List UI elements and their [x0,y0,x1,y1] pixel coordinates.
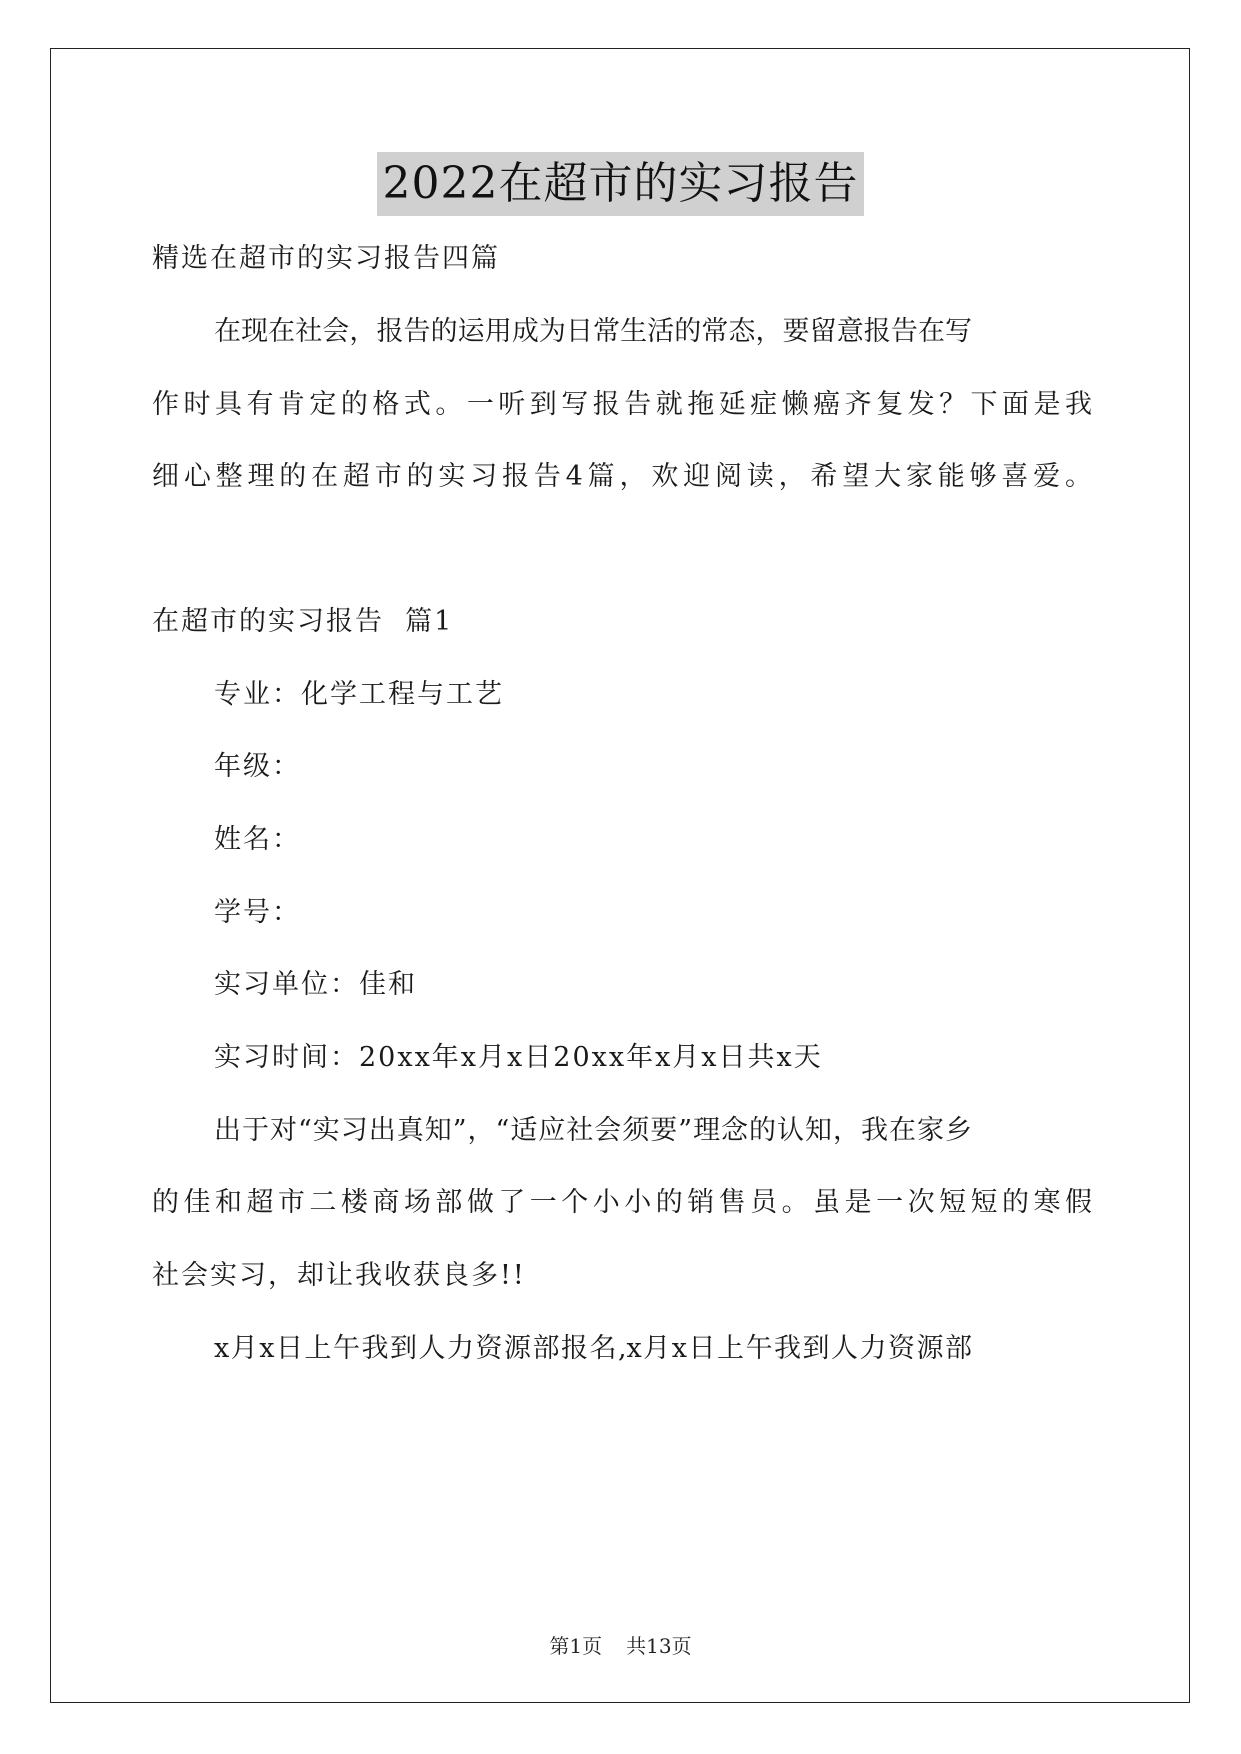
field-grade: 年级： [214,751,301,782]
body-line-2: 的佳和超市二楼商场部做了一个小小的销售员。虽是一次短短的寒假 [152,1187,1092,1218]
page-number: 第1页 [549,1634,603,1658]
field-name: 姓名： [214,824,301,855]
page-footer [0,1633,1241,1659]
field-major: 专业：化学工程与工艺 [214,679,504,710]
intro-line-3: 细心整理的在超市的实习报告4篇，欢迎阅读，希望大家能够喜爱。 [152,461,1092,492]
intro-line-1: 在现在社会，报告的运用成为日常生活的常态，要留意报告在写 [214,316,972,347]
field-time: 实习时间：20xx年x月x日20xx年x月x日共x天 [214,1042,823,1073]
document-title: 2022在超市的实习报告 [377,152,865,216]
page-border [50,48,1190,1703]
intro-line-2: 作时具有肯定的格式。一听到写报告就拖延症懒癌齐复发？下面是我 [152,389,1092,420]
page-total: 共13页 [626,1634,692,1658]
body-line-1: 出于对“实习出真知”，“适应社会须要”理念的认知，我在家乡 [214,1115,972,1146]
field-unit: 实习单位：佳和 [214,969,417,1000]
body-line-4: x月x日上午我到人力资源部报名,x月x日上午我到人力资源部 [214,1333,972,1364]
title-container [0,152,1241,216]
body-line-3: 社会实习，却让我收获良多!! [152,1260,526,1291]
subtitle: 精选在超市的实习报告四篇 [152,243,500,274]
section-heading: 在超市的实习报告 篇1 [152,606,454,637]
field-student-id: 学号： [214,897,301,928]
